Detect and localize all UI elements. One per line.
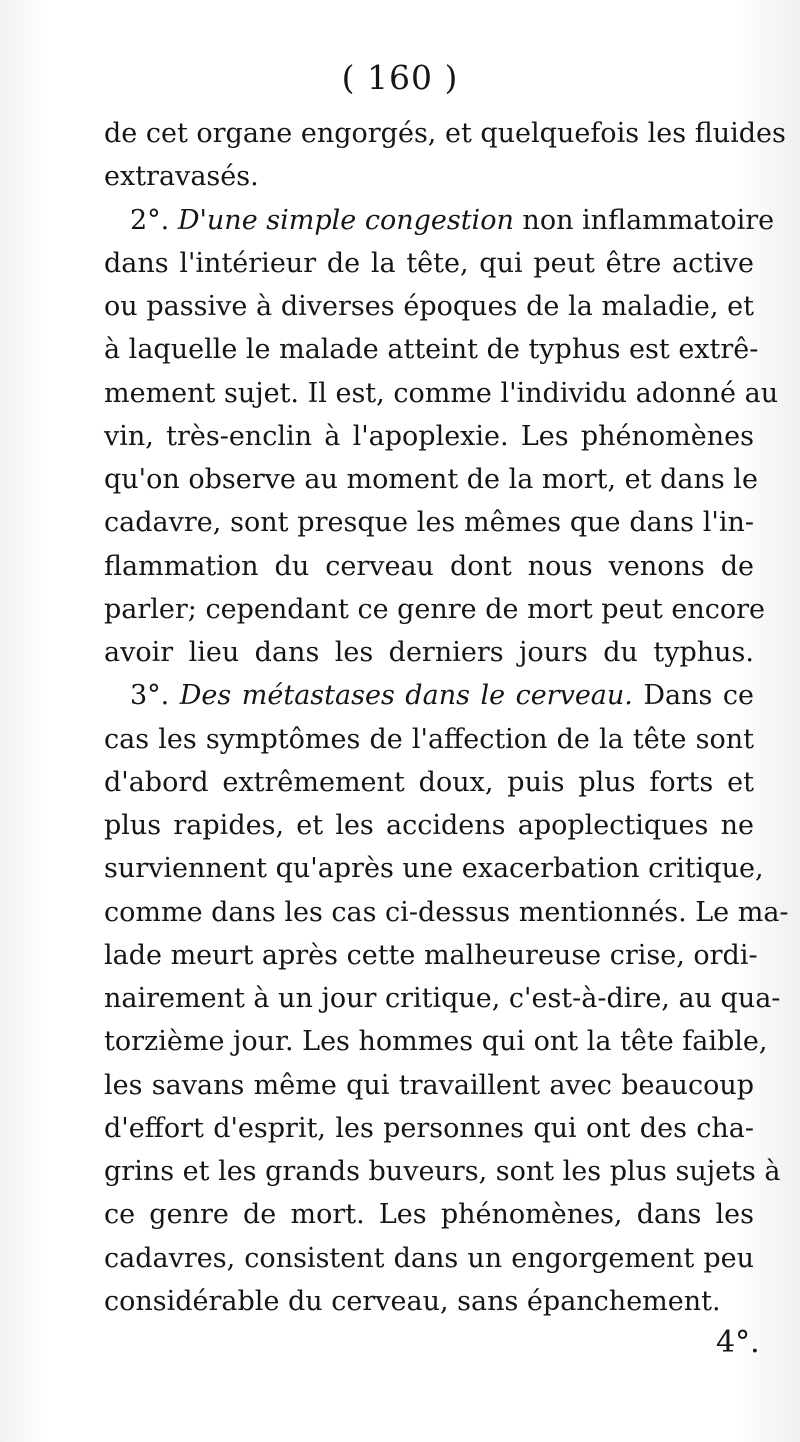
- text-line: vin, très-enclin à l'apoplexie. Les phénomènes: [104, 420, 754, 452]
- text-line: les savans même qui travaillent avec beaucoup: [104, 1069, 754, 1101]
- body-text: [104, 112, 789, 1323]
- text-line: qu'on observe au moment de la mort, et dans le: [104, 464, 758, 495]
- text-line: ce genre de mort. Les phénomènes, dans les: [104, 1199, 754, 1231]
- section-heading-continuation: Dans ce: [632, 680, 755, 712]
- page-number: ( 160 ): [341, 58, 459, 97]
- text-line: comme dans les cas ci-dessus mentionnés. Le ma-: [104, 896, 789, 928]
- text-line: flammation du cerveau dont nous venons de: [104, 550, 754, 582]
- text-line: d'effort d'esprit, les personnes qui ont des cha-: [104, 1112, 754, 1144]
- section-title: D'une simple congestion: [177, 204, 514, 236]
- text-line: considérable du cerveau, sans épanchement.: [104, 1285, 721, 1317]
- text-line: cadavre, sont presque les mêmes que dans l'in-: [104, 507, 754, 539]
- text-line: dans l'intérieur de la tête, qui peut être active: [104, 247, 754, 279]
- text-line: avoir lieu dans les derniers jours du typhus.: [104, 637, 754, 668]
- text-line: surviennent qu'après une exacerbation critique,: [104, 853, 764, 885]
- section-heading-continuation: non inflammatoire: [513, 204, 775, 236]
- text-line: grins et les grands buveurs, sont les plus sujets à: [104, 1156, 781, 1187]
- text-line: mement sujet. Il est, comme l'individu adonné au: [104, 377, 779, 409]
- text-line: lade meurt après cette malheureuse crise, ordi-: [104, 939, 758, 971]
- text-line: plus rapides, et les accidens apoplectiques ne: [104, 810, 754, 841]
- text-line: cas les symptômes de l'affection de la tête sont: [104, 723, 754, 755]
- section-title: Des métastases dans le cerveau.: [179, 680, 633, 712]
- text-line: d'abord extrêmement doux, puis plus forts et: [104, 766, 754, 798]
- section-heading-line: [104, 199, 775, 242]
- text-line: ou passive à diverses époques de la maladie, et: [104, 291, 754, 322]
- section-heading-line: [104, 674, 754, 717]
- section-number: 2°.: [130, 204, 178, 236]
- section-number: 3°.: [130, 680, 180, 712]
- text-line: nairement à un jour critique, c'est-à-dire, au qua-: [104, 983, 781, 1014]
- text-line: parler; cependant ce genre de mort peut encore: [104, 593, 765, 625]
- text-line: à laquelle le malade atteint de typhus est extrê-: [104, 334, 759, 366]
- catchword: 4°.: [716, 1325, 760, 1360]
- text-line: torzième jour. Les hommes qui ont la tête faible,: [104, 1026, 768, 1058]
- text-line: extravasés.: [104, 161, 259, 193]
- text-line: cadavres, consistent dans un engorgement peu: [104, 1242, 754, 1274]
- text-line: de cet organe engorgés, et quelquefois les fluides: [104, 118, 786, 149]
